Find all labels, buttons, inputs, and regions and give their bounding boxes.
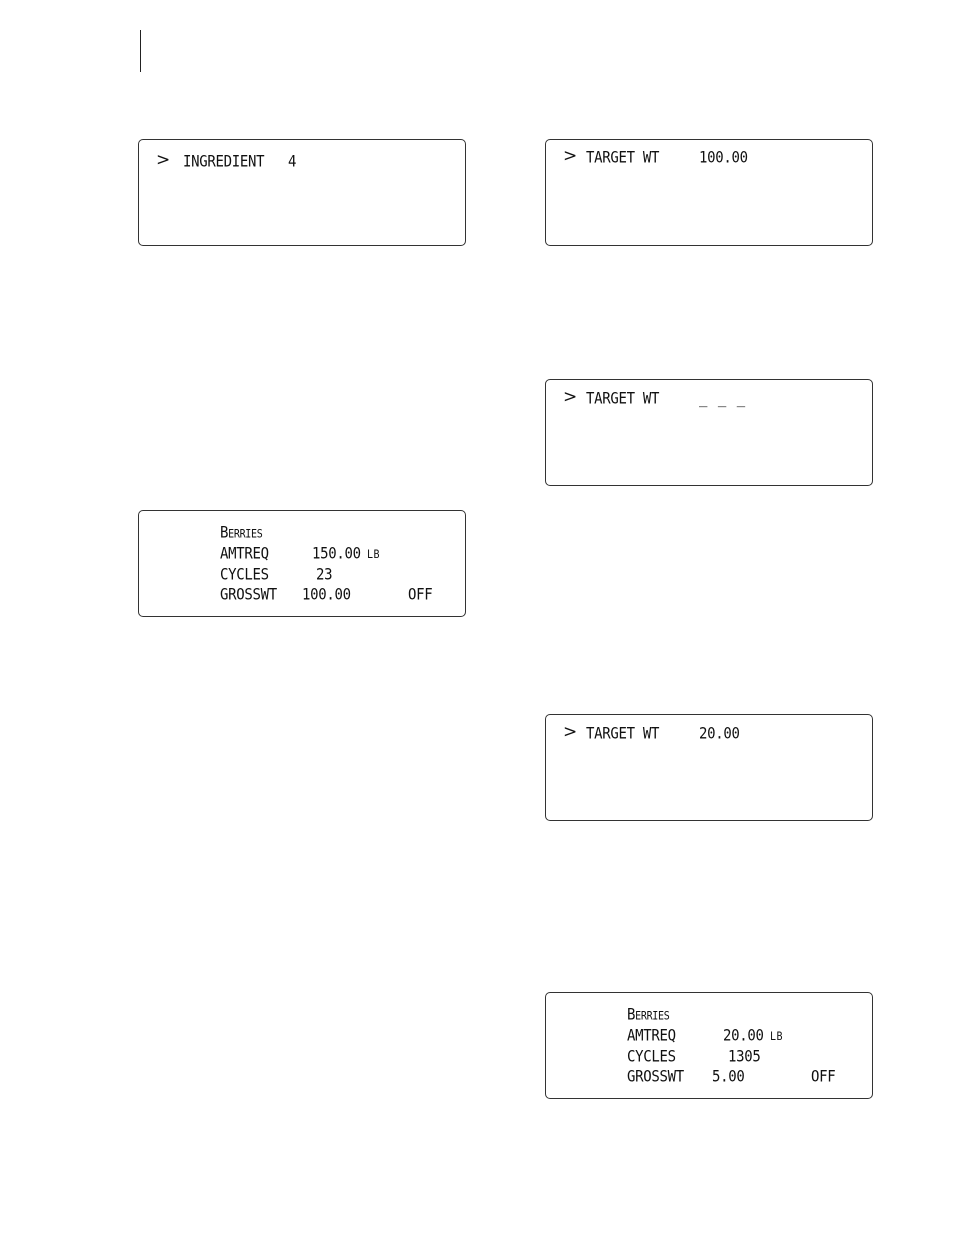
ingredient-label: INGREDIENT	[183, 152, 265, 172]
prompt-arrow-icon: >	[563, 722, 578, 742]
cycles-label: CYCLES	[220, 565, 269, 585]
prompt-arrow-icon: >	[156, 150, 171, 170]
prompt-arrow-icon: >	[563, 387, 578, 407]
lcd-display-status-after	[545, 992, 873, 1099]
cycles-label: CYCLES	[627, 1047, 676, 1067]
lcd-display-target-entry	[545, 379, 873, 486]
state-indicator: OFF	[811, 1067, 836, 1087]
target-wt-value: 20.00	[699, 724, 740, 744]
ingredient-name: Berries	[220, 523, 263, 543]
page-margin-rule	[140, 30, 141, 72]
grosswt-label: GROSSWT	[627, 1067, 684, 1087]
amtreq-unit: LB	[770, 1030, 784, 1044]
target-wt-label: TARGET WT	[586, 148, 660, 168]
amtreq-label: AMTREQ	[627, 1026, 676, 1046]
target-wt-entry-blanks: _ _ _	[699, 389, 747, 409]
state-indicator: OFF	[408, 585, 433, 605]
prompt-arrow-icon: >	[563, 146, 578, 166]
cycles-value: 1305	[728, 1047, 761, 1067]
lcd-display-target-new	[545, 714, 873, 821]
cycles-value: 23	[316, 565, 333, 585]
target-wt-value: 100.00	[699, 148, 748, 168]
lcd-display-target-current	[545, 139, 873, 246]
amtreq-value: 150.00	[312, 544, 361, 564]
grosswt-label: GROSSWT	[220, 585, 277, 605]
lcd-display-status-before	[138, 510, 466, 617]
target-wt-label: TARGET WT	[586, 724, 660, 744]
ingredient-number: 4	[288, 152, 297, 172]
ingredient-name: Berries	[627, 1005, 670, 1025]
lcd-display-ingredient	[138, 139, 466, 246]
amtreq-unit: LB	[367, 548, 381, 562]
grosswt-value: 100.00	[302, 585, 351, 605]
grosswt-value: 5.00	[712, 1067, 745, 1087]
amtreq-value: 20.00	[723, 1026, 764, 1046]
amtreq-label: AMTREQ	[220, 544, 269, 564]
target-wt-label: TARGET WT	[586, 389, 660, 409]
